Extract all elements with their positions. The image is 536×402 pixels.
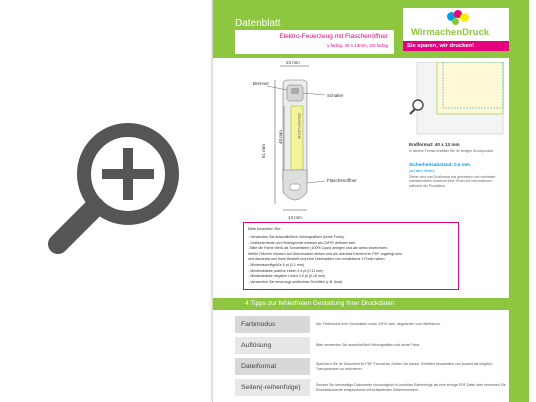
dim-top-label: 23 mm	[286, 60, 300, 65]
format-info	[409, 62, 505, 212]
hints-intro: Bitte beachten Sie:	[248, 226, 282, 231]
sicherheit-desc: Dieser wird vom Endformat aus gemessen und verhindert unerwünschten Anschnitt Ihrer Texte und Informationen während der Produktion.	[409, 175, 496, 188]
list-item: und dasheisst uns Ihren Bestellt und eine Linienstärke von mindestens 1 Punkt haben.	[248, 257, 386, 262]
endformat-desc: In diesem Format erstellen Sie Ihr fertiges Druckprodukt.	[409, 149, 494, 153]
product-drawing	[253, 58, 403, 228]
product-subtitle: 1-farbig, 40 x 13mm, 4/0 farbig	[326, 43, 388, 48]
hints-box	[243, 222, 459, 290]
tip-label: Dateiformat	[235, 358, 310, 375]
hints-list	[248, 235, 454, 285]
list-item: - Verwenden Sie ausschließlich Vektorgrafiken (keine Fotos).	[248, 235, 345, 239]
list-item: - Verwenden Sie bevorzugt serifenlose Schriften (z.B. Arial).	[248, 279, 344, 284]
dim-height-label: 61 mm	[261, 144, 266, 158]
tip-label: Seiten(-reihenfolge)	[235, 379, 310, 396]
list-item: Weiße Flächen müssen auf Überdrucken stehen und als oberstes Element im PDF angelegt sein.	[248, 251, 403, 256]
datasheet-page	[212, 0, 529, 402]
zoom-in-icon[interactable]	[40, 112, 190, 262]
brand-name: WirmachenDruck	[411, 27, 490, 38]
sicherheit-label: Sicherheitsabstand: 0,5 mm	[409, 162, 471, 167]
brand-logo	[403, 8, 509, 51]
tip-row-farbmodus	[235, 316, 509, 333]
list-item: - Bitte die Farbe Weiß als Sonderfarbe (100% Cyan) anlegen und als weiss bezeichnen.	[248, 246, 388, 251]
title-box	[235, 30, 394, 54]
tip-desc: Der Farbmodus Ihrer Druckdaten muss CMYK sein, abgesehen vom Weißdruck.	[316, 322, 441, 327]
endformat-label: Endformat: 40 x 13 mm	[409, 142, 460, 147]
tip-row-dateiformat	[235, 358, 509, 375]
list-item: - Mindestschriftgröße 6 pt (2,1 mm)	[248, 262, 305, 267]
tip-desc: Bitte verwenden Sie ausschließlich Vektorgrafiken und keine Fotos.	[316, 343, 421, 348]
tip-desc: Speichern Sie Ihr Dokument im PDF-Format ab. Achten Sie darauf, Schriften einzubetten und (soweit als möglich) Transparenzen zu reduzieren.	[316, 361, 493, 371]
product-title: Elektro-Feuerzeug mit Flaschenöffner	[279, 33, 388, 40]
dim-bottom-label: 13 mm	[288, 215, 302, 220]
tip-desc: Senden Sie mehrseitige Dokumente chronologisch in korrekter Reihenfolge als eine einzige PDF-Datei oder benennen Sie Einzeldokumente entsprechend mit fortlaufenden Seitennummern.	[316, 382, 506, 392]
tip-row-aufloesung	[235, 337, 509, 354]
tips-header	[213, 298, 509, 310]
label-brenner: Brenner	[253, 81, 270, 86]
label-flaschenoeffner: Flaschenöffner	[327, 178, 357, 183]
list-item: - Mindeststärke negative Linien 0,5 pt (0,18 mm)	[248, 274, 326, 279]
tips-title: 4 Tipps zur fehlerfreien Gestaltung Ihrer Druckdaten	[245, 300, 395, 307]
sicherheit-sub: (auf allen Seiten)	[409, 169, 435, 173]
section-label: Datenblatt	[235, 18, 281, 29]
tip-label: Auflösung	[235, 337, 310, 354]
dim-print-height-label: 40 mm	[278, 130, 283, 144]
label-schalter: Schalter	[327, 93, 344, 98]
list-item: - Grafikelemente und Hintergründe müssen als CMYK definiert sein.	[248, 240, 357, 245]
brand-slogan: Sie sparen, wir drucken!	[403, 41, 509, 51]
tip-row-seiten	[235, 379, 509, 396]
tip-label: Farbmodus	[235, 316, 310, 333]
side-strip	[509, 58, 529, 402]
list-item: - Mindeststärke positive Linien 0,3 pt (0,11 mm)	[248, 268, 324, 273]
print-area-label: DRUCKFLÄCHE	[297, 113, 301, 140]
